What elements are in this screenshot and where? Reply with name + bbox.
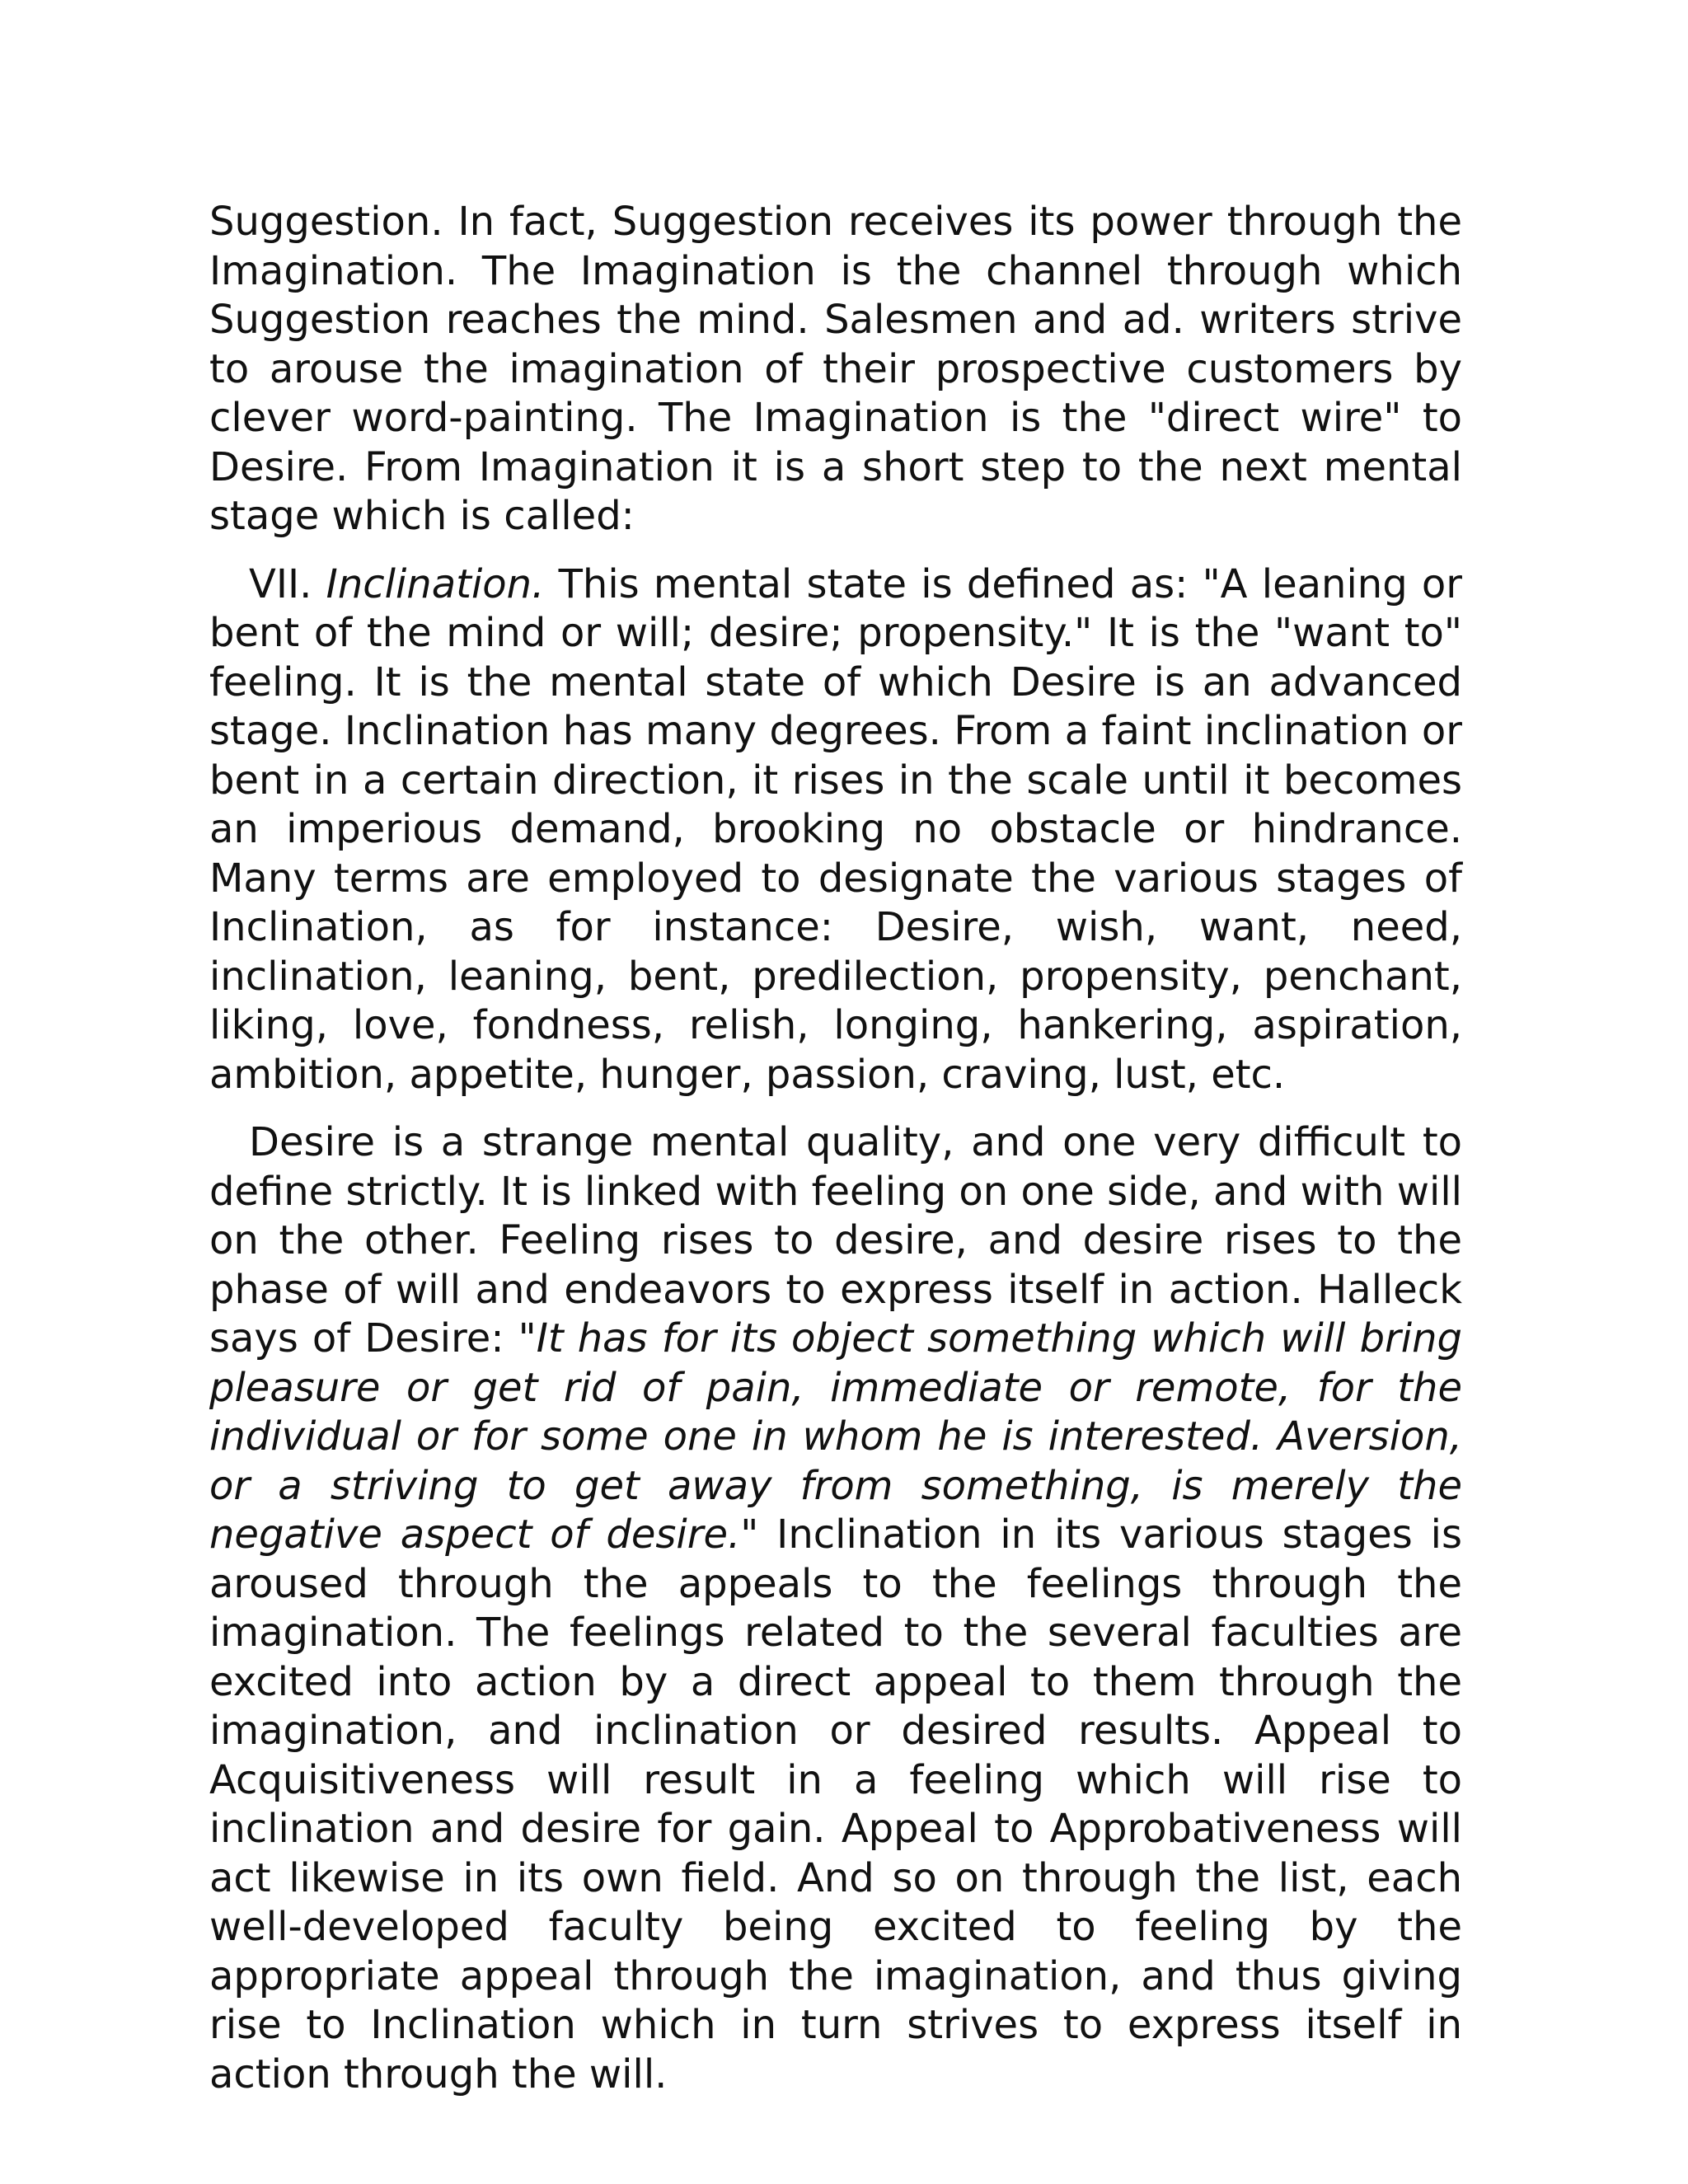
document-page — [209, 198, 1462, 2118]
paragraph-inclination — [209, 560, 1462, 1100]
paragraph-inclination-text: This mental state is defined as: "A leaning or bent of the mind or will; desire; propensity." It is the "want to" feeling. It is the mental state of which Desire is an advanced stage. Inclination has many degrees. From a faint inclination or bent in a certain direction, it rises in the scale until it becomes an imperious demand, brooking no obstacle or hindrance. Many terms are employed to designate the various stages of Inclination, as for instance: Desire, wish, want, need, inclination, leaning, bent, predilection, propensity, penchant, liking, love, fondness, relish, longing, hankering, aspiration, ambition, appetite, hunger, passion, craving, lust, etc. — [209, 560, 1463, 1098]
halleck-quote: It has for its object something which will bring pleasure or get rid of pain, immediate or remote, for the individual or for some one in whom he is interested. Aversion, or a striving to get away from something, is merely the negative aspect of desire. — [209, 1315, 1462, 1558]
paragraph-desire-text-before: Desire is a strange mental quality, and one very difficult to define strictly. It is linked with feeling on one side, and with will on the other. Feeling rises to desire, and desire rises to the phase of will and endeavors to express itself in action. Halleck says of Desire: " — [209, 1119, 1462, 1361]
paragraph-suggestion-text: Suggestion. In fact, Suggestion receives its power through the Imagination. The Imagination is the channel through which Suggestion reaches the mind. Salesmen and ad. writers strive to arouse the imagination of their prospective customers by clever word-painting. The Imagination is the "direct wire" to Desire. From Imagination it is a short step to the next mental stage which is called: — [209, 199, 1462, 539]
section-numeral: VII. — [249, 560, 312, 607]
paragraph-suggestion — [209, 198, 1462, 541]
section-term: Inclination. — [326, 560, 545, 607]
paragraph-desire — [209, 1118, 1462, 2099]
paragraph-desire-text-after: " Inclination in its various stages is aroused through the appeals to the feelings through the imagination. The feelings related to the several faculties are excited into action by a direct appeal to them through the imagination, and inclination or desired results. Appeal to Acquisitiveness will result in a feeling which will rise to inclination and desire for gain. Appeal to Approbativeness will act likewise in its own field. And so on through the list, each well-developed faculty being excited to feeling by the appropriate appeal through the imagination, and thus giving rise to Inclination which in turn strives to express itself in action through the will. — [209, 1511, 1463, 2097]
